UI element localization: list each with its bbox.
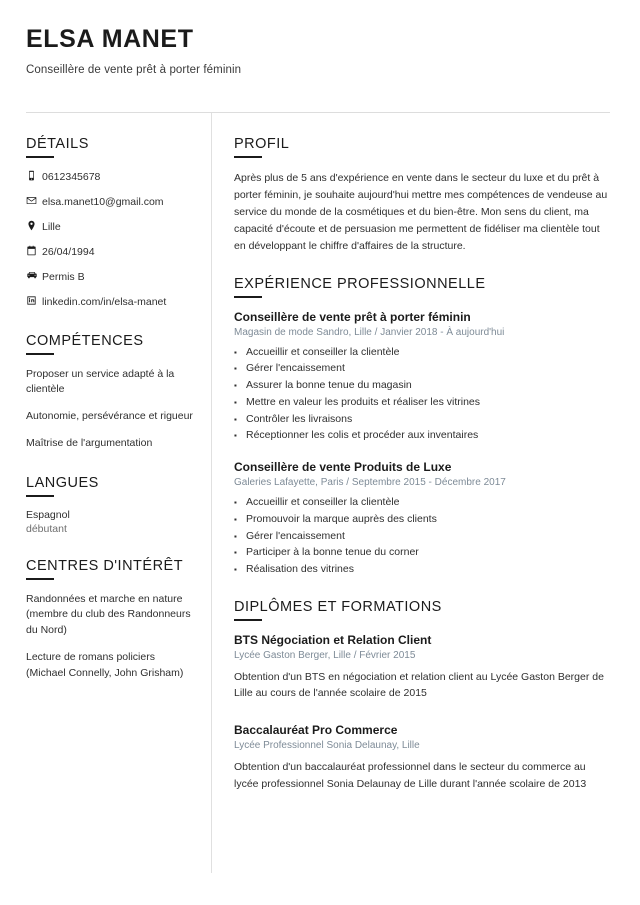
list-item: ▪ Contrôler les livraisons: [234, 412, 610, 428]
linkedin-icon: [26, 295, 42, 306]
location-icon: [26, 220, 42, 231]
section-title-languages: LANGUES: [26, 474, 99, 491]
resume-body: [26, 113, 610, 873]
detail-value-linkedin: linkedin.com/in/elsa-manet: [42, 296, 167, 309]
detail-row-linkedin[interactable]: [26, 295, 193, 309]
section-underline: [26, 495, 54, 497]
section-title-experience: EXPÉRIENCE PROFESSIONNELLE: [234, 275, 486, 292]
education-entry: [234, 633, 610, 702]
section-title-details: DÉTAILS: [26, 135, 89, 152]
section-title-interests: CENTRES D'INTÉRÊT: [26, 557, 184, 574]
education-description: Obtention d'un baccalauréat professionnel dans le secteur du commerce au lycée professionnel Sonia Delaunay de Lille durant l'année scolaire de 2013: [234, 761, 587, 790]
section-title-profile: PROFIL: [234, 135, 290, 152]
experience-bullets: [234, 345, 610, 445]
section-underline: [234, 156, 262, 158]
section-profile: [234, 135, 610, 255]
section-underline: [234, 619, 262, 621]
list-item: ▪ Gérer l'encaissement: [234, 529, 610, 545]
experience-meta: Magasin de mode Sandro, Lille / Janvier 2018 - À aujourd'hui: [234, 326, 505, 338]
list-item: ▪ Réalisation des vitrines: [234, 562, 610, 578]
list-item: ▪ Réceptionner les colis et procéder aux inventaires: [234, 428, 610, 444]
section-skills: [26, 332, 193, 452]
list-item: ▪ Promouvoir la marque auprès des clients: [234, 512, 610, 528]
section-underline: [26, 353, 54, 355]
section-languages: [26, 474, 193, 535]
list-item: ▪ Accueillir et conseiller la clientèle: [234, 495, 610, 511]
calendar-icon: [26, 245, 42, 256]
phone-icon: [26, 170, 42, 181]
candidate-name: ELSA MANET: [26, 25, 194, 53]
section-title-education: DIPLÔMES ET FORMATIONS: [234, 598, 442, 615]
section-underline: [26, 578, 54, 580]
list-item: Autonomie, persévérance et rigueur: [26, 410, 193, 423]
detail-value-email: elsa.manet10@gmail.com: [42, 195, 164, 208]
education-meta: Lycée Professionnel Sonia Delaunay, Lille: [234, 740, 420, 752]
detail-row-location: [26, 220, 193, 234]
resume-header: [26, 26, 610, 94]
section-experience: [234, 275, 610, 578]
section-education: [234, 598, 610, 792]
list-item: ▪ Participer à la bonne tenue du corner: [234, 545, 610, 561]
experience-role: Conseillère de vente Produits de Luxe: [234, 460, 452, 474]
experience-role: Conseillère de vente prêt à porter féminin: [234, 309, 471, 324]
section-underline: [234, 296, 262, 298]
education-degree: Baccalauréat Pro Commerce: [234, 723, 398, 738]
detail-row-birthdate: [26, 245, 193, 259]
education-meta: Lycée Gaston Berger, Lille / Février 2015: [234, 649, 416, 661]
profile-text: Après plus de 5 ans d'expérience en vente dans le secteur du luxe et du prêt à porter féminin, je souhaite aujourd'hui mettre mes compétences de vendeuse au service du monde de la cosmétiques et du bien-être. Mon sens du client, ma capacité d'écoute et de persuasion me permettent de fidéliser ma clientèle tout en développant le chiffre d'affaires de la structure.: [234, 171, 608, 252]
list-item: ▪ Mettre en valeur les produits et réaliser les vitrines: [234, 395, 610, 411]
candidate-job-title: Conseillère de vente prêt à porter féminin: [26, 63, 242, 76]
detail-value-birthdate: 26/04/1994: [42, 246, 95, 259]
experience-bullets: [234, 495, 610, 578]
experience-entry: [234, 310, 610, 445]
list-item: ▪ Gérer l'encaissement: [234, 361, 610, 377]
main-column: [212, 113, 610, 873]
list-item: Proposer un service adapté à la clientèle: [26, 367, 175, 396]
email-icon: [26, 195, 42, 206]
education-degree: BTS Négociation et Relation Client: [234, 632, 432, 647]
experience-entry: [234, 460, 610, 578]
list-item: Randonnées et marche en nature (membre du club des Randonneurs du Nord): [26, 592, 191, 637]
section-details: [26, 135, 193, 310]
list-item: ▪ Accueillir et conseiller la clientèle: [234, 345, 610, 361]
section-interests: [26, 557, 193, 682]
list-item: Maîtrise de l'argumentation: [26, 436, 153, 449]
education-entry: [234, 723, 610, 792]
language-level: débutant: [26, 522, 67, 535]
list-item: Lecture de romans policiers (Michael Connelly, John Grisham): [26, 650, 184, 679]
experience-meta: Galeries Lafayette, Paris / Septembre 2015 - Décembre 2017: [234, 477, 506, 488]
list-item: [26, 509, 193, 535]
detail-row-license: [26, 270, 193, 284]
detail-value-location: Lille: [42, 220, 61, 233]
section-underline: [26, 156, 54, 158]
detail-value-license: Permis B: [42, 271, 85, 284]
detail-row-phone: [26, 170, 193, 184]
detail-value-phone: 0612345678: [42, 170, 101, 183]
section-title-skills: COMPÉTENCES: [26, 332, 144, 349]
list-item: ▪ Assurer la bonne tenue du magasin: [234, 378, 610, 394]
car-icon: [26, 270, 42, 281]
detail-row-email: [26, 195, 193, 209]
sidebar-column: [26, 113, 211, 873]
language-name: Espagnol: [26, 508, 70, 521]
education-description: Obtention d'un BTS en négociation et relation client au Lycée Gaston Berger de Lille au cours de l'année scolaire de 2015: [234, 670, 604, 700]
